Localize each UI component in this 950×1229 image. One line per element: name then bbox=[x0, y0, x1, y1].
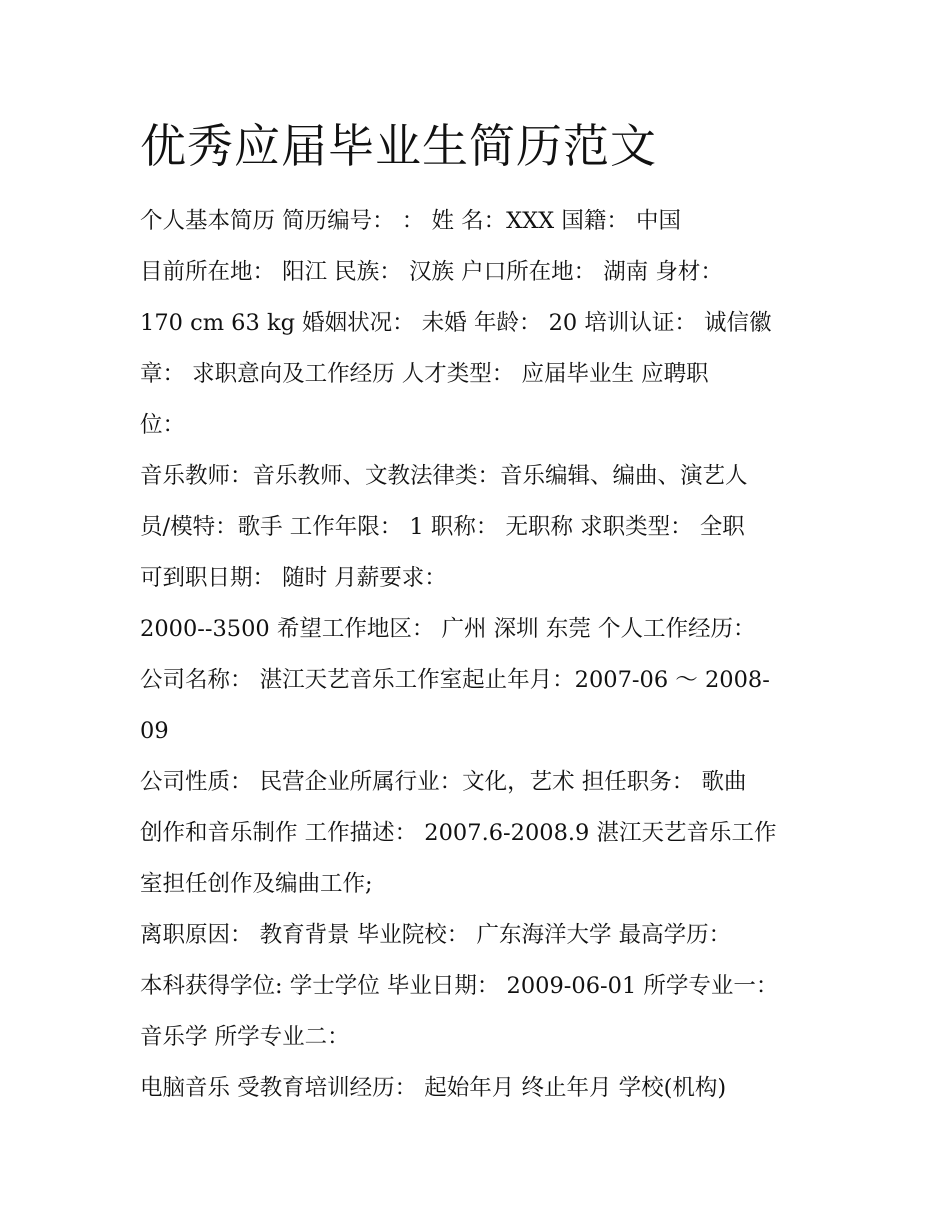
body-line: 2000--3500 希望工作地区： 广州 深圳 东莞 个人工作经历： bbox=[140, 616, 756, 642]
body-line: 创作和音乐制作 工作描述： 2007.6-2008.9 湛江天艺音乐工作 bbox=[140, 820, 777, 846]
body-line: 章： 求职意向及工作经历 人才类型： 应届毕业生 应聘职 bbox=[140, 361, 709, 387]
body-line: 离职原因： 教育背景 毕业院校： 广东海洋大学 最高学历： bbox=[140, 922, 732, 948]
body-line: 170 cm 63 kg 婚姻状况： 未婚 年龄： 20 培训认证： 诚信徽 bbox=[140, 310, 772, 336]
document-title: 优秀应届毕业生简历范文 bbox=[140, 119, 657, 173]
body-line: 员/模特：歌手 工作年限： 1 职称： 无职称 求职类型： 全职 bbox=[140, 514, 745, 540]
body-line: 室担任创作及编曲工作; bbox=[140, 871, 373, 897]
body-line: 目前所在地： 阳江 民族： 汉族 户口所在地： 湖南 身材： bbox=[140, 259, 723, 285]
body-line: 位： bbox=[140, 412, 186, 438]
body-line: 个人基本简历 简历编号： ： 姓 名：XXX 国籍： 中国 bbox=[140, 208, 681, 234]
body-line: 电脑音乐 受教育培训经历： 起始年月 终止年月 学校(机构) bbox=[140, 1075, 727, 1101]
body-line: 音乐教师：音乐教师、文教法律类：音乐编辑、编曲、演艺人 bbox=[140, 463, 748, 489]
body-line: 公司性质： 民营企业所属行业：文化，艺术 担任职务： 歌曲 bbox=[140, 769, 747, 795]
body-line: 音乐学 所学专业二： bbox=[140, 1024, 350, 1050]
body-line: 公司名称： 湛江天艺音乐工作室起止年月：2007-06 ～ 2008- bbox=[140, 667, 770, 693]
body-line: 09 bbox=[140, 718, 169, 744]
document-body bbox=[140, 196, 830, 1114]
body-line: 本科获得学位: 学士学位 毕业日期： 2009-06-01 所学专业一： bbox=[140, 973, 779, 999]
body-line: 可到职日期： 随时 月薪要求： bbox=[140, 565, 447, 591]
